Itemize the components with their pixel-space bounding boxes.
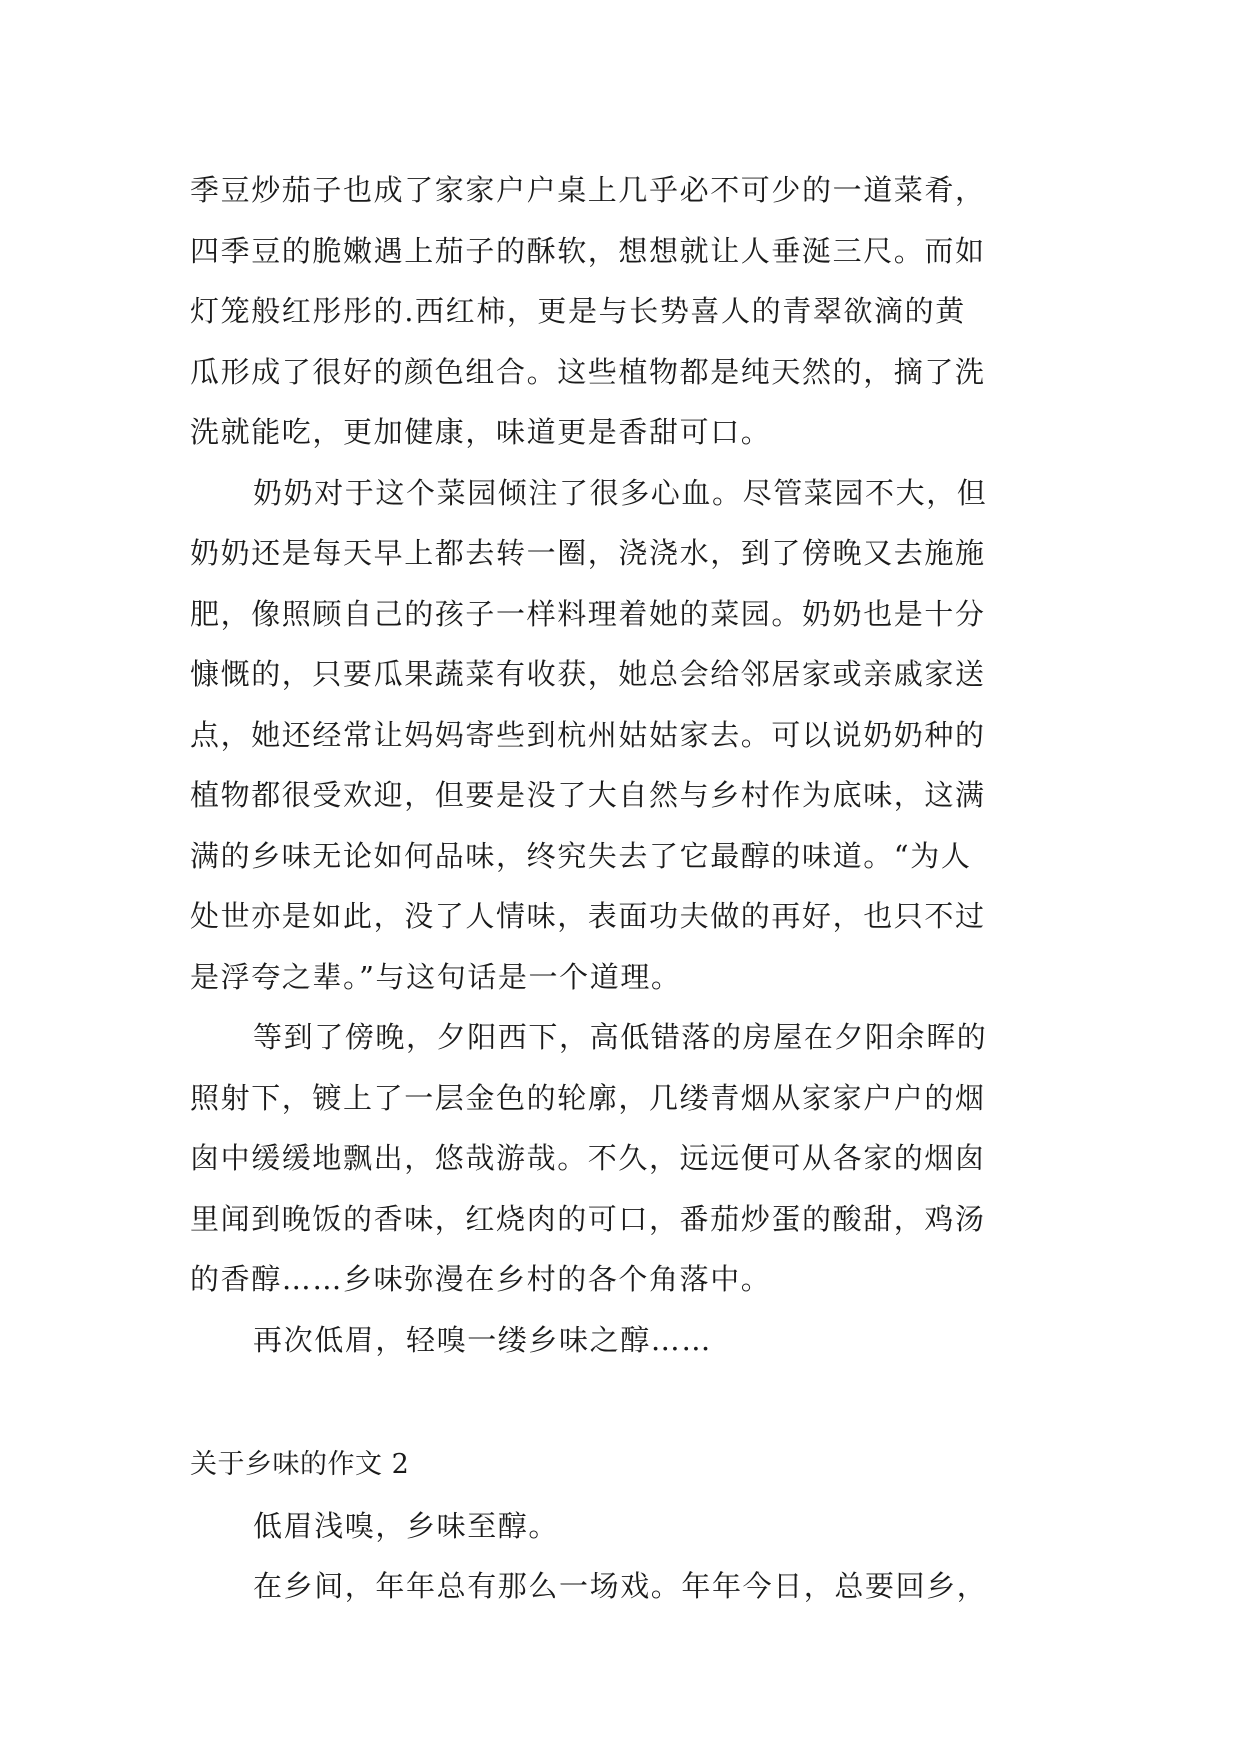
paragraph	[190, 160, 1060, 463]
text-line: 是浮夸之辈。”与这句话是一个道理。	[190, 959, 682, 994]
text-line: 奶奶对于这个菜园倾注了很多心血。尽管菜园不大，但	[253, 475, 988, 510]
paragraph	[190, 1556, 1060, 1617]
text-line: 慷慨的，只要瓜果蔬菜有收获，她总会给邻居家或亲戚家送	[190, 657, 986, 691]
text-line: 洗就能吃，更加健康，味道更是香甜可口。	[190, 415, 772, 449]
essay-title: 关于乡味的作文 2	[190, 1449, 410, 1480]
text-line: 植物都很受欢迎，但要是没了大自然与乡村作为底味，这满	[190, 778, 986, 812]
paragraph	[190, 1007, 1060, 1310]
section-spacer	[190, 1370, 1060, 1435]
text-line: 照射下，镀上了一层金色的轮廓，几缕青烟从家家户户的烟	[190, 1080, 986, 1115]
text-line: 囱中缓缓地飘出，悠哉游哉。不久，远远便可从各家的烟囱	[190, 1141, 986, 1175]
text-line: 瓜形成了很好的颜色组合。这些植物都是纯天然的，摘了洗	[190, 354, 986, 389]
paragraph	[190, 1310, 1060, 1371]
text-line: 再次低眉，轻嗅一缕乡味之醇……	[253, 1322, 713, 1357]
paragraph	[190, 463, 1060, 1008]
text-line: 的香醇……乡味弥漫在乡村的各个角落中。	[190, 1262, 772, 1296]
text-line: 灯笼般红彤彤的.西红柿，更是与长势喜人的青翠欲滴的黄	[190, 294, 966, 328]
document-body	[190, 160, 1060, 1617]
text-line: 四季豆的脆嫩遇上茄子的酥软，想想就让人垂涎三尺。而如	[190, 233, 986, 268]
text-line: 点，她还经常让妈妈寄些到杭州姑姑家去。可以说奶奶种的	[190, 717, 986, 752]
text-line: 在乡间，年年总有那么一场戏。年年今日，总要回乡，	[253, 1569, 988, 1603]
text-line: 等到了傍晚，夕阳西下，高低错落的房屋在夕阳余晖的	[253, 1020, 988, 1054]
text-line: 季豆炒茄子也成了家家户户桌上几乎必不可少的一道菜肴，	[190, 173, 986, 207]
text-line: 满的乡味无论如何品味，终究失去了它最醇的味道。“为人	[190, 838, 972, 873]
text-line: 低眉浅嗅，乡味至醇。	[253, 1508, 560, 1543]
text-line: 肥，像照顾自己的孩子一样料理着她的菜园。奶奶也是十分	[190, 596, 986, 631]
text-line: 奶奶还是每天早上都去转一圈，浇浇水，到了傍晚又去施施	[190, 536, 986, 570]
paragraph	[190, 1496, 1060, 1557]
text-line: 里闻到晚饭的香味，红烧肉的可口，番茄炒蛋的酸甜，鸡汤	[190, 1201, 986, 1236]
text-line: 处世亦是如此，没了人情味，表面功夫做的再好，也只不过	[190, 899, 986, 933]
